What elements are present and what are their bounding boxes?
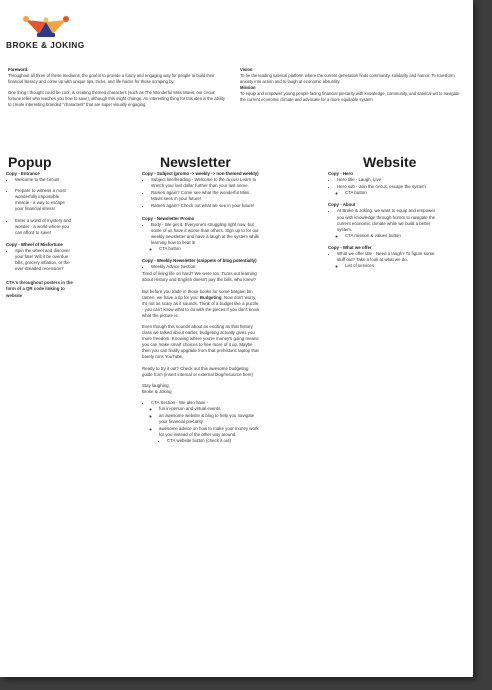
- jester-hat-logo-icon: [22, 14, 70, 38]
- list-item: • Spin the wheel and discover your fate! Will it be overdue bills, grocery inflation, or the ever-dreaded recession?: [15, 248, 74, 272]
- vision-text: To be the leading satirical platform where the current generation finds community, solidarity and humor. To transform anxiety into action and to laugh at economic absurdity.: [240, 73, 455, 84]
- weekly-paragraph-1: Tired of living life on hard? We were too. Turns out learning about History and English doesn't pay the bills, who knew?: [142, 271, 257, 283]
- list-item: • Ramen again? Come see what the wonderful Miss Mavis sees in your future!: [151, 190, 260, 202]
- popup-title: Popup: [8, 154, 52, 170]
- list-item: • At Broke & Joking, we want to equip and empower you with knowledge through humor to navigate the current economic climate while we build a better system. ◦ CTA mission & values button: [337, 208, 440, 238]
- subject-list: [142, 177, 260, 209]
- list-item: • Enter a world of mystery and wonder - a world where you can afford to save!: [15, 218, 74, 236]
- offer-heading: Copy - What we offer: [328, 244, 372, 250]
- list-item: ◦ List of services: [345, 263, 440, 269]
- hero-list: [328, 177, 440, 196]
- mission-text: To equip and empower young people facing financial precarity with knowledge, community, and satirical wit to navigate the current economic climate and advocate for a more equitable system: [240, 91, 460, 102]
- weekly-list: [142, 264, 260, 270]
- list-item: ◦ CTA button: [345, 190, 440, 196]
- list-item: ◦ fun in-person and virtual events: [159, 406, 260, 412]
- foreword-section: [8, 67, 228, 113]
- newsletter-title: Newsletter: [160, 154, 231, 170]
- weekly-paragraph-3: Even though this sounds about as exciting as that history class we talked about earlier, budgeting actually gives you more freedom. Knowing where you're money's going means you can make smart choices to free more of it up. Maybe then you can finally upgrade from that prehistoric laptop that barely runs YouTube.: [142, 323, 259, 360]
- list-item: ◦ an awesome website & blog to help you navigate your financial precarity: [159, 413, 260, 425]
- list-item: • Subject line/heading - Welcome to the circus! Learn to stretch your last dollar further than your last nerve.: [151, 177, 260, 189]
- brand-name: BROKE & JOKING: [6, 40, 85, 50]
- list-item: • Hero title - Laugh, Live: [337, 177, 440, 183]
- list-item: • Prepare to witness a most wonderfully impossible miracle - a way to escape your financial stress!: [15, 188, 74, 212]
- list-item: • Welcome to the circus!: [15, 177, 74, 183]
- weekly-paragraph-4: Ready to try it out? Check out this awesome budgeting guide from (insert internal or external blog/resource here): [142, 365, 254, 377]
- wheel-heading: Copy - Wheel of Misfortune: [6, 241, 63, 247]
- list-item: • Hero sub - Join the circus, escape the system ◦ CTA button: [337, 184, 440, 196]
- foreword-heading: Foreword:: [8, 67, 29, 72]
- newsletter-column: [142, 171, 260, 446]
- mission-heading: Mission: [240, 85, 256, 90]
- about-list: [328, 208, 440, 238]
- list-item: ◦ CTA mission & values button: [345, 233, 440, 239]
- offer-list: [328, 251, 440, 269]
- weekly-heading: Copy - Weekly Newsletter (snippets of blog potentially): [142, 258, 257, 264]
- entrance-list: [6, 177, 74, 236]
- subject-heading: Copy - Subject (promo -> weekly -> non-themed weekly): [142, 171, 259, 176]
- signoff-line-2: Broke & Joking: [142, 388, 172, 394]
- foreword-paragraph-2: One thing I thought could be cool, is creating themed characters (such as The Wonderful Miss Mavis, our circus' fortune teller who teaches you how to save), although this might change. An interesting thing for this idea is the ability to create interesting branded "characters" that are super visually engaging.: [8, 90, 225, 107]
- list-item: ◦ CTA button: [159, 246, 260, 252]
- about-heading: Copy - About: [328, 202, 356, 208]
- list-item: • Ramen again? Check out what we see in your future!: [151, 203, 260, 209]
- wheel-list: [6, 248, 74, 272]
- hero-heading: Copy - Hero: [328, 171, 353, 176]
- website-column: [328, 171, 440, 270]
- website-title: Website: [363, 154, 417, 170]
- list-item: • CTA Section - We also have - ◦ fun in-person and virtual events ◦ an awesome website & blog to help you navigate your financial precarity ◦ awesome advice on how to make your money work for you instead of the other way around. ▪ CTA website button (check it out): [151, 400, 260, 445]
- foreword-paragraph-1: Throughout all three of these mediums, the goal is to provide a funny and engaging way for people to build their financial literacy and come up with unique tips, tricks, and life-hacks for those scraping by.: [8, 73, 215, 84]
- cta-list: [142, 400, 260, 445]
- list-item: [151, 222, 260, 252]
- signoff-line-1: Stay laughing,: [142, 382, 170, 388]
- budgeting-emphasis: Budgeting: [199, 294, 222, 300]
- list-item: ▪ CTA website button (check it out): [167, 438, 260, 444]
- vision-heading: Vision: [240, 67, 253, 72]
- entrance-heading: Copy - Entrance: [6, 171, 40, 176]
- promo-body: Body - We get it. Everyone's struggling right now, but some of us have it worse than others. Sign up to for our weekly newsletter and have a laugh at the system while learning how to beat it!: [151, 221, 260, 245]
- popup-column: [6, 171, 74, 299]
- promo-list: [142, 222, 260, 252]
- list-item: ◦ awesome advice on how to make your money work for you instead of the other way around. ▪ CTA website button (check it out): [159, 426, 260, 444]
- popup-cta-note: CTA's throughout posters in the form of a QR code linking to website: [6, 280, 73, 298]
- vision-mission-section: [240, 67, 466, 108]
- list-item: • What we offer title - Need a laugh? To figure some stuff out? Take a look at what we do. ◦ List of services: [337, 251, 440, 269]
- promo-heading: Copy - Newsletter Promo: [142, 215, 195, 221]
- list-item: • Weekly Advice Section:: [151, 264, 260, 270]
- weekly-paragraph-2: But before you trade in those books for some bargain bin ramen, we have a tip for you: Budgeting. Now don't worry, it's not as scary as it sounds. Think of a budget like a puzzle - you can't know what to do with the pieces if you don't know what the picture is.: [142, 288, 260, 318]
